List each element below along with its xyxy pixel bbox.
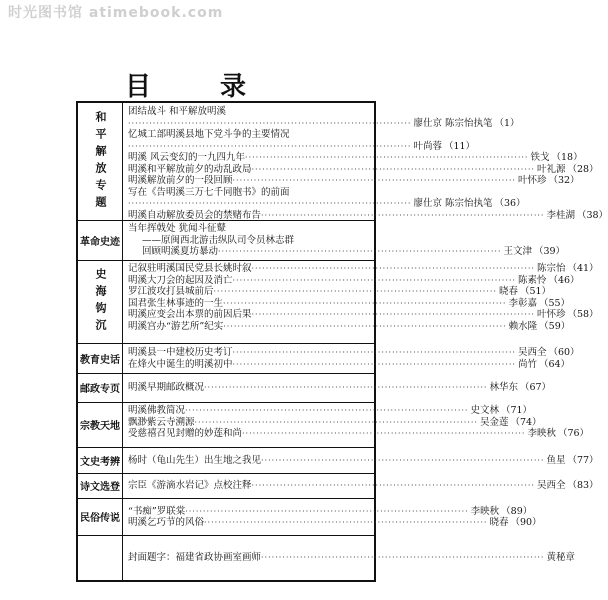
toc-entry[interactable] [128,163,599,176]
entry-title: 明溪应变会出本票的前因后果 [128,309,252,320]
entry-page: （41） [567,263,599,274]
leader-dots: ················································································ [204,518,488,527]
entry-author: 鱼星 [546,454,566,466]
leader-dots: ················································································ [261,455,545,465]
entry-page: （76） [557,428,590,439]
entry-title: 受慈禧召见封赠的妙莲和尚 [128,428,243,439]
entry-page: （1） [494,117,520,129]
entry-author: 王文津 [503,246,532,257]
entry-title: 忆城工部明溪县地下党斗争的主要情况 [128,129,290,140]
entry-title: ——原闽西北游击纵队司令员林志群 [142,234,295,246]
section-peaceful-liberation [78,103,608,221]
entry-page: （51） [519,286,552,297]
entry-title: 团结战斗 和平解放明溪 [128,106,227,117]
toc-entry[interactable] [128,309,599,321]
leader-dots: ················································································ [128,199,412,208]
section-poetry [78,473,599,499]
entry-page: （32） [548,175,580,186]
leader-dots: ················································································ [251,310,535,319]
toc-entry[interactable] [128,347,580,359]
section-folklore [78,498,542,536]
leader-dots: ················································································ [204,383,488,393]
toc-entry[interactable] [128,552,575,564]
toc-entry[interactable] [128,117,520,130]
toc-entry[interactable] [128,187,370,199]
entry-page: （74） [510,416,542,428]
entry-title: 明溪宫办“游艺所”纪实 [128,320,224,332]
toc-entry[interactable] [128,274,580,287]
entry-author: 赖水隆 [508,320,538,332]
entry-title: 记叙驻明溪国民党县长姚时叙 [128,263,252,274]
toc-entry[interactable] [128,246,566,258]
leader-dots: ················································································ [128,141,412,151]
section-religion [78,402,590,448]
entry-title: “书痴”罗联棠 [128,505,186,517]
entry-title: 明溪解放前夕的一段回顾 [128,175,233,186]
entry-page: （89） [501,505,533,517]
entry-author: 史文林 [470,405,499,416]
section-label: 教育史话 [78,343,123,373]
entry-title: 明溪大刀会的起因及消亡 [128,274,233,286]
entry-title: 明溪早期邮政概况 [128,382,205,394]
toc-entry[interactable] [128,175,580,187]
leader-dots: ················································································ [218,247,502,256]
leader-dots: ················································································ [213,287,497,296]
entry-page: （18） [551,152,583,163]
entry-author: 李映秋 [527,428,556,439]
entry-title: 宗臣《游滴水岩记》点校注释 [128,480,252,492]
section-label: 和平解放专题 [78,103,123,220]
entry-page: （64） [538,358,571,370]
section-label: 邮政专页 [78,373,123,402]
toc-entry[interactable] [128,198,526,210]
section-label: 诗文选登 [78,473,123,498]
section-entries [128,405,590,445]
toc-entry[interactable] [128,454,599,467]
entry-title: 明溪和平解放前夕的动乱政局 [128,163,252,175]
entry-title: 明溪佛教简况 [128,405,186,416]
entry-author: 吴金莲 [479,416,509,428]
entry-page: （60） [548,347,580,358]
entry-page: （67） [519,382,552,394]
toc-entry[interactable] [128,382,552,394]
leader-dots: ················································································ [232,348,516,357]
entry-page: （71） [500,405,533,416]
toc-entry[interactable] [128,405,533,417]
section-entries [128,476,599,496]
section-entries [128,376,552,400]
entry-author: 李彰嘉 [508,297,537,309]
section-label: 民俗传说 [78,498,123,535]
toc-entry[interactable] [128,320,571,333]
section-history [78,260,599,344]
entry-page: （59） [539,320,571,332]
entry-author: 李桂湖 [546,209,575,221]
entry-page: （38） [576,209,608,221]
entry-title: 当年挥戟处 犹闻斗征鼙 [128,223,227,234]
section-entries [128,223,566,258]
entry-author: 尚竹 [517,358,537,370]
toc-entry[interactable] [128,517,542,529]
leader-dots: ················································································ [223,298,507,308]
toc-entry[interactable] [128,286,552,298]
entry-page: （28） [567,163,599,175]
section-entries [128,263,599,341]
leader-dots: ················································································ [251,164,535,174]
watermark-text: 时光图书馆 atimebook.com [8,5,224,21]
section-label: 宗教天地 [78,402,123,447]
section-entries [128,346,580,371]
section-label: 文史考辨 [78,447,123,473]
entry-page: （83） [567,480,599,492]
entry-page: （39） [533,246,566,257]
section-entries [128,501,542,533]
entry-page: （11） [443,140,476,152]
leader-dots: ················································································ [185,406,469,415]
entry-author: 李映秋 [470,505,500,517]
entry-author: 陈素怜 [517,274,547,286]
entry-title: 杨时（龟山先生）出生地之我见 [128,454,262,466]
entry-title: 明溪自动解放委员会的禁赌布告 [128,209,262,221]
section-label: 史海钩沉 [78,260,123,343]
section-education [78,343,580,374]
leader-dots: ················································································ [251,481,535,491]
entry-title: 写在《告明溪三万七千同胞书》的前面 [128,186,290,198]
leader-dots: ················································································ [128,118,412,128]
entry-page: （55） [538,297,571,309]
entry-title: 明溪 风云变幻的一九四九年 [128,152,246,163]
section-entries [128,450,599,471]
section-postal [78,373,552,403]
toc-entry[interactable] [128,235,370,247]
leader-dots: ················································································ [232,275,516,285]
section-cover-credit [78,535,575,580]
entry-title: 封面题字：福建省政协画室画师 [128,552,262,564]
entry-author: 陈宗怡 [536,263,566,274]
page-title: 目 录 [124,72,277,102]
leader-dots: ················································································ [223,321,507,331]
section-revolution-sites [78,220,566,261]
section-textual-research [78,447,599,474]
toc-table [76,101,608,582]
toc-entry[interactable] [128,505,533,518]
entry-title: 国君张生林事迹的一生 [128,297,224,309]
entry-page: （46） [548,274,580,286]
leader-dots: ················································································ [251,264,535,273]
entry-page: （58） [567,309,599,320]
entry-author: 叶怀珍 [536,309,566,320]
leader-dots: ················································································ [245,153,529,162]
entry-title: 在烽火中诞生的明溪初中 [128,358,233,370]
entry-title: 回顾明溪夏坊暴动 [142,246,219,257]
entry-page: （90） [510,517,542,528]
entry-author: 叶尚蓉 [413,140,442,152]
leader-dots: ················································································ [232,359,516,369]
leader-dots: ················································································ [261,210,545,220]
entry-author: 晓春 [498,286,518,297]
toc-entry[interactable] [128,416,542,429]
section-entries [128,538,575,578]
toc-entry[interactable] [128,140,476,153]
toc-entry[interactable] [128,358,571,371]
entry-title: 罗江波攻打县城前后 [128,286,214,297]
toc-entry[interactable] [128,129,370,141]
entry-author: 叶怀珍 [517,175,547,186]
entry-author: 廖仕京 陈宗怡执笔 [413,198,493,209]
leader-dots: ················································································ [261,553,545,563]
toc-entry[interactable] [128,428,590,440]
entry-author: 叶礼源 [536,163,566,175]
section-entries [128,106,608,221]
leader-dots: ················································································ [194,417,478,427]
toc-entry[interactable] [128,480,599,492]
entry-title: 明溪县一中建校历史考订 [128,347,233,358]
section-label [78,535,123,580]
entry-author: 林华东 [489,382,518,394]
entry-author: 晓春 [489,517,509,528]
entry-author: 廖仕京 陈宗怡执笔 [413,117,493,129]
toc-entry[interactable] [128,106,370,118]
entry-title: 飘渺紫云寺溯源 [128,416,195,428]
leader-dots: ················································································ [185,506,469,516]
entry-author: 吴西全 [517,347,547,358]
toc-entry[interactable] [128,263,599,275]
section-label: 革命史迹 [78,220,123,260]
toc-entry[interactable] [128,152,583,164]
toc-entry[interactable] [128,223,370,235]
entry-title: 明溪乞巧节的风俗 [128,517,205,528]
leader-dots: ················································································ [242,429,526,438]
entry-author: 铁戈 [530,152,550,163]
toc-entry[interactable] [128,297,571,310]
entry-page: （36） [494,198,526,209]
leader-dots: ················································································ [232,176,516,185]
entry-author: 黄秘章 [546,552,575,564]
entry-author: 吴西全 [536,480,566,492]
entry-page: （77） [567,454,599,466]
